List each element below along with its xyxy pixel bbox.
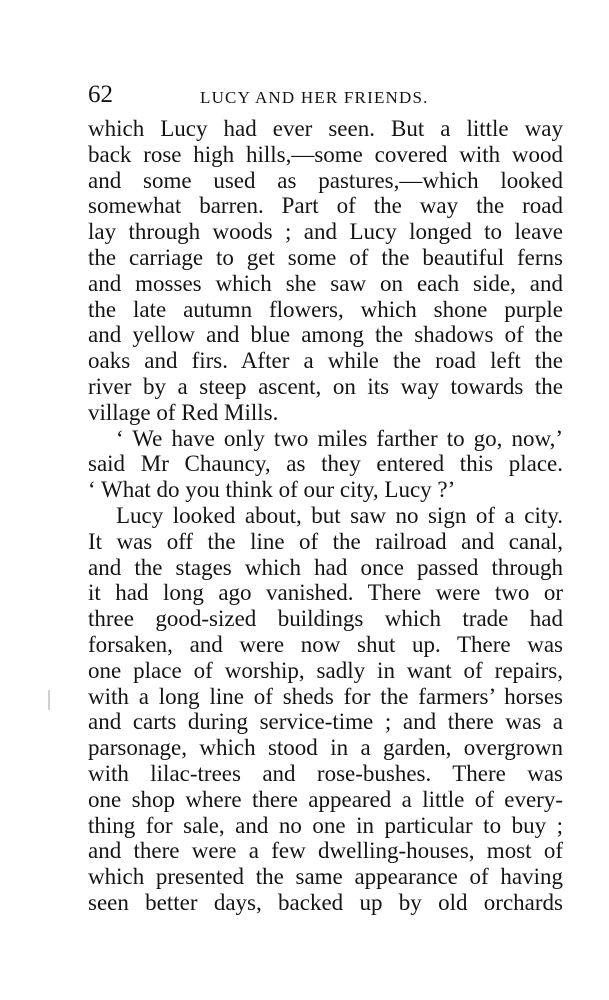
text-line: one place of worship, sadly in want of repairs,	[88, 657, 563, 683]
text-line: and there were a few dwelling-houses, most of	[88, 838, 563, 864]
running-head: LUCY AND HER FRIENDS.	[200, 88, 429, 107]
text-line: oaks and firs. After a while the road left the	[88, 348, 563, 374]
page-header	[88, 80, 563, 110]
text-line: river by a steep ascent, on its way towards the	[88, 373, 563, 399]
text-line: parsonage, which stood in a garden, overgrown	[88, 735, 563, 761]
text-line: ‘ We have only two miles farther to go, now,’	[116, 425, 563, 451]
text-line: village of Red Mills.	[88, 399, 279, 425]
margin-mark	[48, 690, 50, 710]
text-line: It was off the line of the railroad and canal,	[88, 528, 563, 554]
text-line: the carriage to get some of the beautiful ferns	[88, 244, 563, 270]
text-line: and mosses which she saw on each side, and	[88, 270, 563, 296]
text-line: lay through woods ; and Lucy longed to leave	[88, 219, 563, 245]
text-line: with a long line of sheds for the farmers’ horses	[88, 683, 563, 709]
text-line: and carts during service-time ; and there was a	[88, 709, 563, 735]
text-line: three good-sized buildings which trade had	[88, 606, 563, 632]
text-line: it had long ago vanished. There were two or	[88, 580, 563, 606]
text-line: and yellow and blue among the shadows of the	[88, 322, 563, 348]
page-number: 62	[88, 81, 113, 108]
body-text	[88, 116, 563, 916]
text-line: forsaken, and were now shut up. There was	[88, 631, 563, 657]
text-line: with lilac-trees and rose-bushes. There was	[88, 760, 563, 786]
text-line: seen better days, backed up by old orchards	[88, 889, 563, 915]
text-line: and some used as pastures,—which looked	[88, 167, 563, 193]
text-line: one shop where there appeared a little of every-	[88, 786, 563, 812]
text-line: the late autumn flowers, which shone purple	[88, 296, 563, 322]
text-line: ‘ What do you think of our city, Lucy ?’	[88, 477, 456, 503]
text-line: which presented the same appearance of having	[88, 864, 563, 890]
text-line: thing for sale, and no one in particular to buy ;	[88, 812, 563, 838]
text-line: which Lucy had ever seen. But a little way	[88, 116, 563, 141]
text-line: back rose high hills,—some covered with wood	[88, 141, 563, 167]
text-line: somewhat barren. Part of the way the road	[88, 193, 563, 219]
text-line: said Mr Chauncy, as they entered this place.	[88, 451, 563, 477]
text-line: Lucy looked about, but saw no sign of a city.	[116, 502, 563, 528]
text-line: and the stages which had once passed through	[88, 554, 563, 580]
